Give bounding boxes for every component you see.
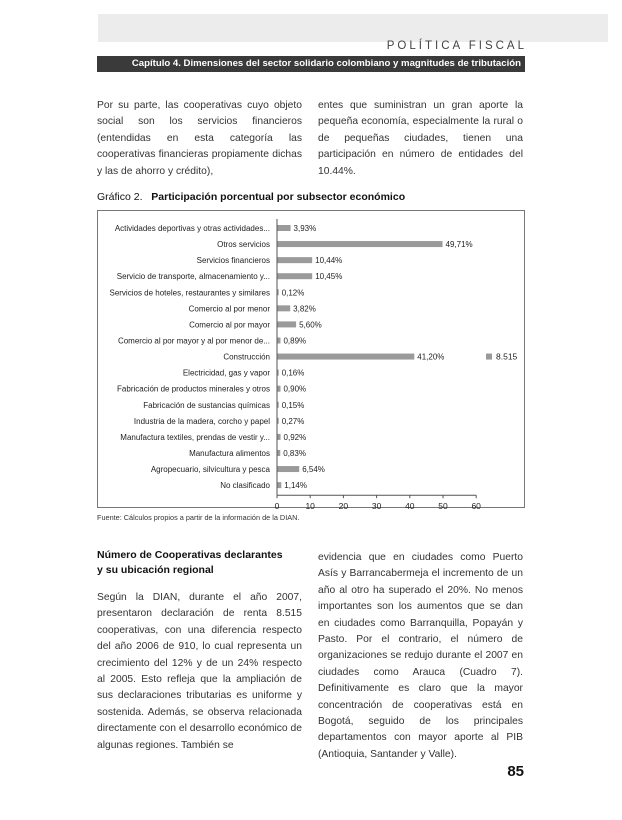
bar-value-label: 10,44%	[315, 256, 343, 266]
bar-value-label: 0,83%	[283, 448, 306, 458]
category-label: Comercio al por mayor	[189, 320, 270, 330]
category-label: Servicios financieros	[196, 256, 270, 266]
bar	[278, 273, 313, 279]
legend-label: 8.515	[496, 351, 518, 362]
source-note: Fuente: Cálculos propios a partir de la información de la DIAN.	[97, 513, 300, 522]
bar-value-label: 49,71%	[445, 240, 473, 250]
bar-value-label: 10,45%	[315, 272, 343, 282]
category-label: Agropecuario, silvicultura y pesca	[150, 465, 270, 475]
bar	[278, 418, 279, 424]
category-label: Electricidad, gas y vapor	[182, 368, 270, 378]
bar	[278, 450, 281, 456]
bar-value-label: 3,93%	[293, 224, 317, 233]
header-band	[98, 14, 608, 42]
bar	[278, 466, 300, 472]
chart-caption	[97, 191, 405, 203]
bar-value-label: 0,92%	[283, 432, 307, 442]
category-label: No clasificado	[220, 481, 270, 491]
intro-paragraph-right: entes que suministran un gran aporte la pequeña economía, especialmente la rural o de pequeñas ciudades, tienen una participación en número de entidades del 10.44%.	[318, 100, 523, 177]
category-label: Servicio de transporte, almacenamiento y...	[116, 272, 270, 282]
x-tick-label: 50	[438, 501, 448, 509]
x-tick-label: 60	[471, 501, 481, 509]
body-column-right	[318, 550, 523, 763]
bar	[278, 402, 279, 408]
bar	[278, 354, 415, 360]
category-label: Manufactura textiles, prendas de vestir y...	[120, 432, 270, 442]
intro-column-right	[318, 98, 523, 180]
x-tick-label: 30	[371, 501, 382, 509]
bar-value-label: 1,14%	[284, 481, 307, 491]
bar	[278, 386, 281, 392]
section-heading-line1: Número de Cooperativas declarantes	[97, 549, 283, 561]
section-heading	[97, 548, 302, 577]
x-tick-label: 10	[305, 501, 315, 509]
x-tick-label: 40	[405, 501, 415, 509]
x-tick-label: 0	[274, 501, 280, 509]
bar	[278, 370, 279, 376]
bar-value-label: 6,54%	[302, 465, 325, 475]
bar-value-label: 0,12%	[281, 288, 305, 298]
category-label: Fabricación de productos minerales y otros	[117, 384, 270, 394]
bar	[278, 337, 281, 343]
bar	[278, 305, 291, 311]
bar	[278, 241, 443, 247]
category-label: Comercio al por menor	[188, 304, 270, 314]
bar-value-label: 41,20%	[417, 352, 445, 362]
category-label: Actividades deportivas y otras actividades...	[114, 224, 270, 233]
bar	[278, 257, 313, 263]
intro-paragraph-left: Por su parte, las cooperativas cuyo objeto social son los servicios financieros (entendidas en esta categoría las cooperativas financieras propiamente dichas y las de ahorro y crédito),	[97, 100, 302, 177]
category-label: Industria de la madera, corcho y papel	[133, 416, 270, 426]
bar	[278, 225, 291, 231]
bar	[278, 434, 281, 440]
section-heading-line2: y su ubicación regional	[97, 563, 214, 576]
chapter-title-bar: Capítulo 4. Dimensiones del sector solidario colombiano y magnitudes de tributación	[97, 56, 525, 72]
bar-value-label: 3,82%	[293, 304, 316, 314]
legend-swatch	[486, 354, 492, 360]
body-paragraph-right: evidencia que en ciudades como Puerto Asís y Barrancabermeja el incremento de un año al otro ha superado el 20%. No menos importantes son los aumentos que se dan en ciudades como Barranquilla, Popayán y Pasto. Por el contrario, el número de organizaciones se redujo durante el 2007 en ciudades como Arauca (Cuadro 7). Definitivamente es claro que la mayor concentración de cooperativas está en Bogotá, seguido de los principales departamentos con mayor aporte al PIB (Antioquia, Santander y Valle).	[318, 552, 523, 760]
category-label: Servicios de hoteles, restaurantes y similares	[109, 288, 270, 298]
chart-frame	[97, 210, 525, 508]
section-title: POLÍTICA FISCAL	[386, 40, 527, 52]
bar-value-label: 0,16%	[281, 368, 305, 378]
bar-chart	[98, 211, 526, 509]
intro-column-left	[97, 98, 302, 180]
bar-value-label: 0,15%	[281, 400, 305, 410]
bar	[278, 321, 297, 327]
bar-value-label: 0,90%	[283, 384, 307, 394]
chart-number: Gráfico 2.	[97, 191, 143, 203]
x-tick-label: 20	[338, 501, 349, 509]
page-number: 85	[507, 763, 524, 780]
chart-title: Participación porcentual por subsector económico	[151, 191, 406, 203]
bar	[278, 289, 279, 295]
body-column-left	[97, 590, 302, 754]
bar-value-label: 0,27%	[281, 416, 305, 426]
category-label: Construcción	[223, 352, 270, 362]
bar	[278, 482, 282, 488]
category-label: Otros servicios	[217, 240, 270, 250]
body-paragraph-left: Según la DIAN, durante el año 2007, presentaron declaración de renta 8.515 cooperativas, con una diferencia respecto del año 2006 de 910, lo cual representa un crecimiento del 12% y de un 24% respecto al 2005. Esto refleja que la ampliación de sus declaraciones tributarias es uniforme y sostenida. Además, se observa relacionada directamente con el desarrollo económico de algunas regiones. También se	[97, 592, 302, 751]
bar-value-label: 5,60%	[299, 320, 322, 330]
category-label: Fabricación de sustancias químicas	[143, 400, 270, 410]
category-label: Comercio al por mayor y al por menor de...	[117, 336, 270, 346]
category-label: Manufactura alimentos	[189, 448, 270, 458]
bar-value-label: 0,89%	[283, 336, 307, 346]
